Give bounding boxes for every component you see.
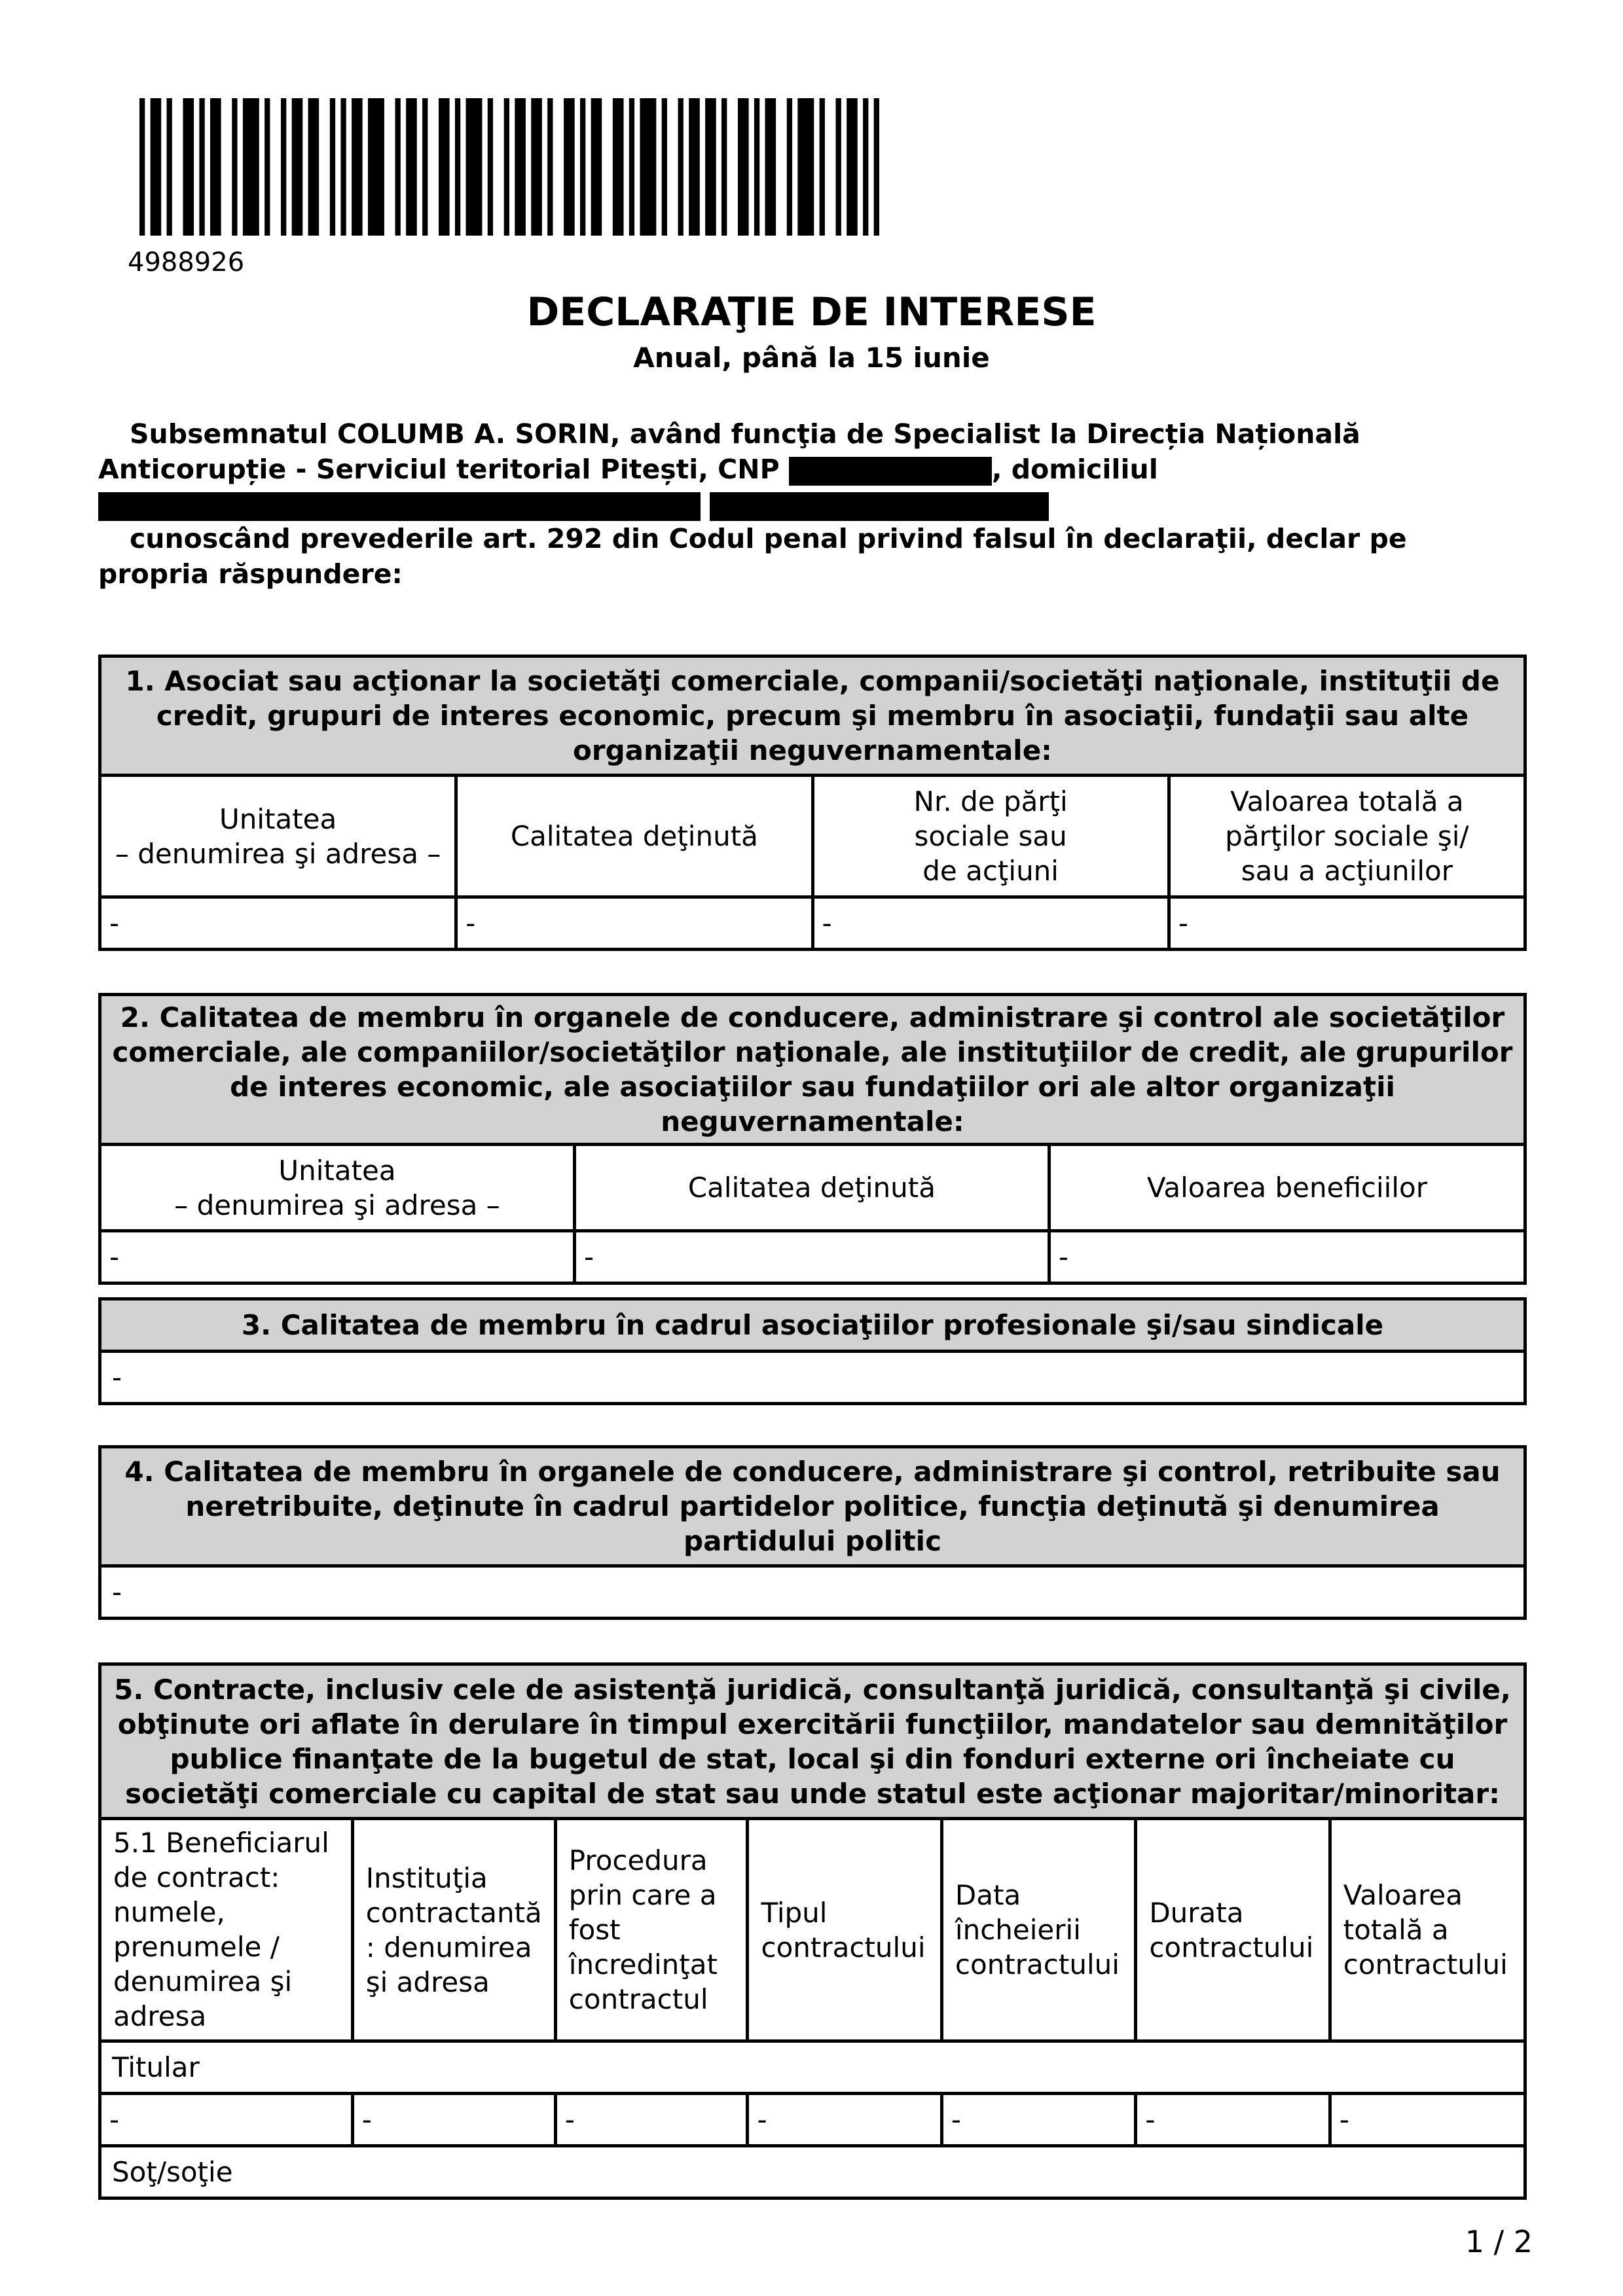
barcode-bar <box>455 98 460 236</box>
barcode-bar <box>564 98 575 236</box>
barcode-bar <box>422 98 428 236</box>
barcode-bar <box>308 98 319 236</box>
barcode <box>139 98 879 236</box>
document-subtitle: Anual, până la 15 iunie <box>633 342 990 374</box>
s2-cell: - <box>574 1231 1049 1283</box>
s5-spouse-label: Soţ/soţie <box>100 2146 1525 2198</box>
barcode-bar <box>531 98 542 236</box>
section-1-title: 1. Asociat sau acţionar la societăţi comerciale, companii/societăţi naţionale, instituţii de credit, grupuri de interes economic, precum şi membru în asociaţii, fundaţii sau alte organizaţii neguvernamentale: <box>100 656 1525 776</box>
barcode-bar <box>210 98 221 236</box>
s5-col-duration: Durata contractului <box>1136 1819 1330 2041</box>
statement-paragraph <box>98 521 1525 592</box>
redacted-address-cont <box>710 492 1049 521</box>
barcode-bar <box>439 98 450 236</box>
barcode-bar <box>395 98 401 236</box>
barcode-bar <box>243 98 259 236</box>
barcode-bar <box>580 98 585 236</box>
section-1-table <box>98 655 1527 951</box>
barcode-bar <box>151 98 162 236</box>
s1-cell: - <box>456 897 812 950</box>
barcode-bar <box>863 98 868 236</box>
s5-cell: - <box>352 2094 555 2146</box>
domicile-label: , domiciliul <box>991 454 1158 485</box>
barcode-bar <box>640 98 656 236</box>
barcode-bar <box>281 98 286 236</box>
barcode-bar <box>167 98 172 236</box>
s1-col-shares: Nr. de părţi sociale sau de acţiuni <box>812 776 1169 897</box>
s1-cell: - <box>812 897 1169 950</box>
s5-col-date: Data încheierii contractului <box>941 1819 1135 2041</box>
barcode-bar <box>613 98 624 236</box>
section-3-title: 3. Calitatea de membru în cadrul asociaţiilor profesionale şi/sau sindicale <box>100 1299 1525 1352</box>
s5-cell: - <box>1330 2094 1525 2146</box>
redacted-cnp <box>789 457 992 486</box>
s4-cell: - <box>100 1566 1525 1619</box>
barcode-bar <box>352 98 363 236</box>
s2-cell: - <box>100 1231 575 1283</box>
s2-col-role: Calitatea deţinută <box>574 1145 1049 1231</box>
table-row <box>100 1352 1525 1404</box>
s1-col-role: Calitatea deţinută <box>456 776 812 897</box>
barcode-bar <box>629 98 634 236</box>
s2-cell: - <box>1049 1231 1525 1283</box>
barcode-bar <box>292 98 303 236</box>
barcode-number: 4988926 <box>128 247 245 278</box>
barcode-bar <box>340 98 346 236</box>
barcode-bar <box>738 98 749 236</box>
s5-col-beneficiary: 5.1 Beneficiarul de contract: numele, prenumele / denumirea şi adresa <box>100 1819 353 2041</box>
barcode-bar <box>836 98 841 236</box>
section-4-table <box>98 1445 1527 1620</box>
barcode-bar <box>721 98 727 236</box>
barcode-bar <box>662 98 667 236</box>
barcode-bar <box>515 98 526 236</box>
section-5-title: 5. Contracte, inclusiv cele de asistenţă juridică, consultanţă juridică, consultanţă şi civile, obţinute ori aflate în derulare în timpul exercitării funcţiilor, mandatelor sau demnităţilor publice finanţate de la bugetul de stat, local şi din fonduri externe ori încheiate cu societăţi comerciale cu capital de stat sau unde statul este acţionar majoritar/minoritar: <box>100 1664 1525 1819</box>
s5-cell: - <box>100 2094 353 2146</box>
table-row <box>100 1231 1525 1283</box>
s2-col-benefits: Valoarea beneficiilor <box>1049 1145 1525 1231</box>
s5-cell: - <box>555 2094 748 2146</box>
s1-col-value: Valoarea totală a părţilor sociale şi/ sau a acţiunilor <box>1169 776 1525 897</box>
s2-col-unit: Unitatea – denumirea şi adresa – <box>100 1145 575 1231</box>
document-title: DECLARAŢIE DE INTERESE <box>526 289 1097 335</box>
s3-cell: - <box>100 1352 1525 1404</box>
barcode-bar <box>368 98 384 236</box>
barcode-bar <box>874 98 879 236</box>
barcode-bar <box>183 98 194 236</box>
s5-titular-label: Titular <box>100 2041 1525 2094</box>
barcode-bar <box>689 98 700 236</box>
barcode-bar <box>330 98 335 236</box>
barcode-bar <box>787 98 792 236</box>
s1-col-unit: Unitatea – denumirea şi adresa – <box>100 776 456 897</box>
redacted-address <box>98 492 701 521</box>
page-number: 1 / 2 <box>1465 2224 1533 2259</box>
s1-cell: - <box>1169 897 1525 950</box>
section-5-table <box>98 1662 1527 2200</box>
barcode-bar <box>754 98 759 236</box>
barcode-bar <box>847 98 858 236</box>
table-row <box>100 2041 1525 2094</box>
s5-col-value: Valoarea totală a contractului <box>1330 1819 1525 2041</box>
barcode-bar <box>488 98 493 236</box>
barcode-bar <box>547 98 553 236</box>
barcode-bar <box>504 98 509 236</box>
section-4-title: 4. Calitatea de membru în organele de conducere, administrare şi control, retribuite sau neretribuite, deţinute în cadrul partidelor politice, funcţia deţinută şi denumirea partidului politic <box>100 1447 1525 1566</box>
table-row <box>100 2094 1525 2146</box>
table-row <box>100 897 1525 950</box>
barcode-bar <box>591 98 602 236</box>
table-row <box>100 1566 1525 1619</box>
barcode-bar <box>139 98 145 236</box>
barcode-bar <box>765 98 776 236</box>
declarant-paragraph <box>98 416 1525 522</box>
statement-text: cunoscând prevederile art. 292 din Codul penal privind falsul în declaraţii, declar pe propria răspundere: <box>98 523 1407 590</box>
table-row <box>100 2146 1525 2198</box>
s5-col-procedure: Procedura prin care a fost încredinţat contractul <box>555 1819 748 2041</box>
s5-col-type: Tipul contractului <box>748 1819 941 2041</box>
s5-cell: - <box>941 2094 1135 2146</box>
section-3-table <box>98 1297 1527 1405</box>
declarant-text: Subsemnatul COLUMB A. SORIN, având funcţia de Specialist la Direcția Națională Anticorupție - Serviciul teritorial Pitești, CNP <box>98 418 1360 485</box>
barcode-bar <box>466 98 483 236</box>
section-2-table <box>98 993 1527 1285</box>
barcode-bar <box>678 98 684 236</box>
barcode-bar <box>820 98 825 236</box>
section-2-title: 2. Calitatea de membru în organele de conducere, administrare şi control ale societăţilor comerciale, ale companiilor/societăţilor naţionale, ale instituţiilor de credit, ale grupurilor de interes economic, ale asociaţiilor sau fundaţiilor ori ale altor organizaţii neguvernamentale: <box>100 995 1525 1145</box>
barcode-bar <box>199 98 204 236</box>
barcode-bar <box>264 98 270 236</box>
s5-col-institution: Instituţia contractantă : denumirea şi adresa <box>352 1819 555 2041</box>
barcode-bar <box>705 98 716 236</box>
barcode-bar <box>406 98 417 236</box>
s1-cell: - <box>100 897 456 950</box>
s5-cell: - <box>1136 2094 1330 2146</box>
barcode-bar <box>232 98 237 236</box>
barcode-bar <box>797 98 814 236</box>
s5-cell: - <box>748 2094 941 2146</box>
